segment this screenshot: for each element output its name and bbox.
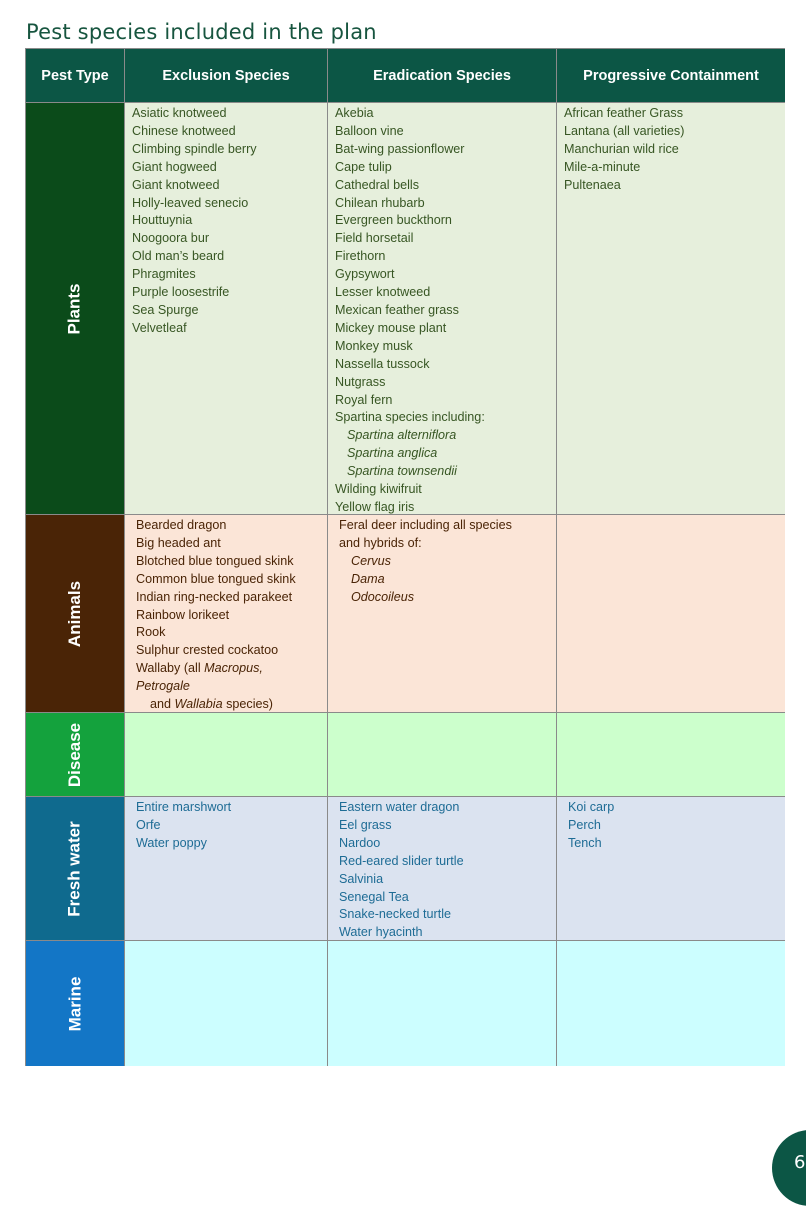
animals-exclusion-cell <box>124 514 327 712</box>
list-item: Mile-a-minute <box>564 159 641 174</box>
list-item: Noogoora bur <box>132 231 210 246</box>
list-item: Pultenaea <box>564 177 621 192</box>
list-item: Houttuynia <box>132 213 193 228</box>
list-item: Akebia <box>335 106 374 120</box>
list-item: Red-eared slider turtle <box>339 853 464 868</box>
list-item: Blotched blue tongued skink <box>136 553 294 568</box>
list-item: Spartina alterniflora <box>347 428 457 443</box>
fresh-exclusion-cell <box>124 796 327 940</box>
list-item: Phragmites <box>132 267 196 282</box>
list-item: Nardoo <box>339 835 381 850</box>
list-item: Mickey mouse plant <box>335 320 447 335</box>
list-item: Sea Spurge <box>132 302 199 317</box>
wallaby-genus-wallabia: Wallabia <box>174 697 223 712</box>
row-label-animals-text: Animals <box>64 580 84 647</box>
list-item: Feral deer including all species <box>339 518 512 532</box>
list-item: Tench <box>568 835 602 850</box>
header-exclusion: Exclusion Species <box>124 48 327 102</box>
list-item: Koi carp <box>568 800 615 814</box>
list-item: Eastern water dragon <box>339 800 460 814</box>
list-item: Monkey musk <box>335 338 413 353</box>
wallaby-text: Wallaby (all <box>136 661 205 676</box>
list-item: Odocoileus <box>351 589 415 604</box>
row-label-disease-text: Disease <box>65 722 84 787</box>
row-label-plants <box>25 102 124 514</box>
list-item: Dama <box>351 571 385 586</box>
list-item: Cape tulip <box>335 159 392 174</box>
fresh-containment-list <box>557 797 785 853</box>
fresh-containment-cell <box>556 796 785 940</box>
animals-containment-cell <box>556 514 785 712</box>
plants-containment-cell <box>556 102 785 514</box>
list-item: Chinese knotweed <box>132 123 236 138</box>
plants-exclusion-cell <box>124 102 327 514</box>
row-label-marine-text: Marine <box>64 976 84 1031</box>
list-item: Lesser knotweed <box>335 285 431 300</box>
list-item: Purple loosestrife <box>132 285 230 300</box>
list-item: Mexican feather grass <box>335 302 459 317</box>
plants-containment-list <box>557 103 785 195</box>
wallaby-species-text: species) <box>222 697 273 712</box>
list-item: Yellow flag iris <box>335 499 415 514</box>
list-item: Field horsetail <box>335 231 414 246</box>
row-label-fresh-water-text: Fresh water <box>65 820 84 917</box>
list-item: Climbing spindle berry <box>132 141 257 156</box>
list-item: Water hyacinth <box>339 925 423 940</box>
list-item: Water poppy <box>136 835 207 850</box>
header-pest-type: Pest Type <box>25 48 124 102</box>
list-item: Orfe <box>136 817 161 832</box>
marine-containment-cell <box>556 940 785 1066</box>
list-item: Old man’s beard <box>132 249 225 264</box>
list-item: Asiatic knotweed <box>132 106 227 120</box>
plants-eradication-cell <box>327 102 556 514</box>
list-item: Spartina anglica <box>347 446 438 461</box>
animals-eradication-cell <box>327 514 556 712</box>
list-item: African feather Grass <box>564 106 683 120</box>
row-label-marine <box>25 940 124 1066</box>
marine-eradication-cell <box>327 940 556 1066</box>
header-eradication: Eradication Species <box>327 48 556 102</box>
plants-eradication-list <box>328 103 556 514</box>
list-item: Rook <box>136 625 166 640</box>
list-item: Evergreen buckthorn <box>335 213 452 228</box>
list-item: Eel grass <box>339 817 392 832</box>
fresh-eradication-cell <box>327 796 556 940</box>
list-item: Nassella tussock <box>335 356 430 371</box>
row-label-fresh-water <box>25 796 124 940</box>
list-item: Snake-necked turtle <box>339 907 452 922</box>
fresh-eradication-list <box>328 797 556 940</box>
list-item: Lantana (all varieties) <box>564 123 685 138</box>
disease-exclusion-cell <box>124 712 327 796</box>
list-item: Entire marshwort <box>136 800 232 814</box>
fresh-exclusion-list <box>125 797 327 853</box>
wallaby-genus-macropus: Macropus, <box>204 661 263 676</box>
row-label-animals <box>25 514 124 712</box>
plants-exclusion-list <box>125 103 327 338</box>
list-item: Giant hogweed <box>132 159 217 174</box>
page-number: 6 <box>794 1152 806 1173</box>
list-item: Nutgrass <box>335 374 386 389</box>
disease-containment-cell <box>556 712 785 796</box>
header-containment: Progressive Containment <box>556 48 785 102</box>
list-item: Senegal Tea <box>339 889 409 904</box>
list-item-wallaby <box>136 660 323 678</box>
list-item: Big headed ant <box>136 535 221 550</box>
list-item: Firethorn <box>335 249 386 264</box>
list-item: Gypsywort <box>335 267 395 282</box>
list-item: Perch <box>568 817 601 832</box>
list-item: Royal fern <box>335 392 393 407</box>
list-item: Velvetleaf <box>132 320 187 335</box>
animals-eradication-list <box>328 515 556 607</box>
page-title: Pest species included in the plan <box>26 20 377 44</box>
list-item: Chilean rhubarb <box>335 195 425 210</box>
list-item-wallaby-end <box>136 696 323 712</box>
marine-exclusion-cell <box>124 940 327 1066</box>
disease-eradication-cell <box>327 712 556 796</box>
list-item: Balloon vine <box>335 123 404 138</box>
list-item: Holly-leaved senecio <box>132 195 249 210</box>
row-label-plants-text: Plants <box>65 282 84 335</box>
pest-species-table <box>25 48 785 1066</box>
list-item: Spartina species including: <box>335 410 485 425</box>
list-item: Indian ring-necked parakeet <box>136 589 293 604</box>
list-item: Bat-wing passionflower <box>335 141 465 156</box>
list-item: Salvinia <box>339 871 384 886</box>
list-item: Common blue tongued skink <box>136 571 296 586</box>
list-item: Cervus <box>351 553 391 568</box>
list-item: Sulphur crested cockatoo <box>136 643 279 658</box>
list-item: Cathedral bells <box>335 177 420 192</box>
list-item: Wilding kiwifruit <box>335 482 422 497</box>
list-item: Bearded dragon <box>136 518 227 532</box>
wallaby-and: and <box>150 697 175 712</box>
list-item: Spartina townsendii <box>347 464 457 479</box>
list-item: Giant knotweed <box>132 177 220 192</box>
wallaby-genus-petrogale: Petrogale <box>136 679 190 694</box>
list-item: and hybrids of: <box>339 535 422 550</box>
animals-exclusion-list <box>125 515 327 712</box>
list-item: Rainbow lorikeet <box>136 607 230 622</box>
row-label-disease <box>25 712 124 796</box>
list-item: Manchurian wild rice <box>564 141 679 156</box>
